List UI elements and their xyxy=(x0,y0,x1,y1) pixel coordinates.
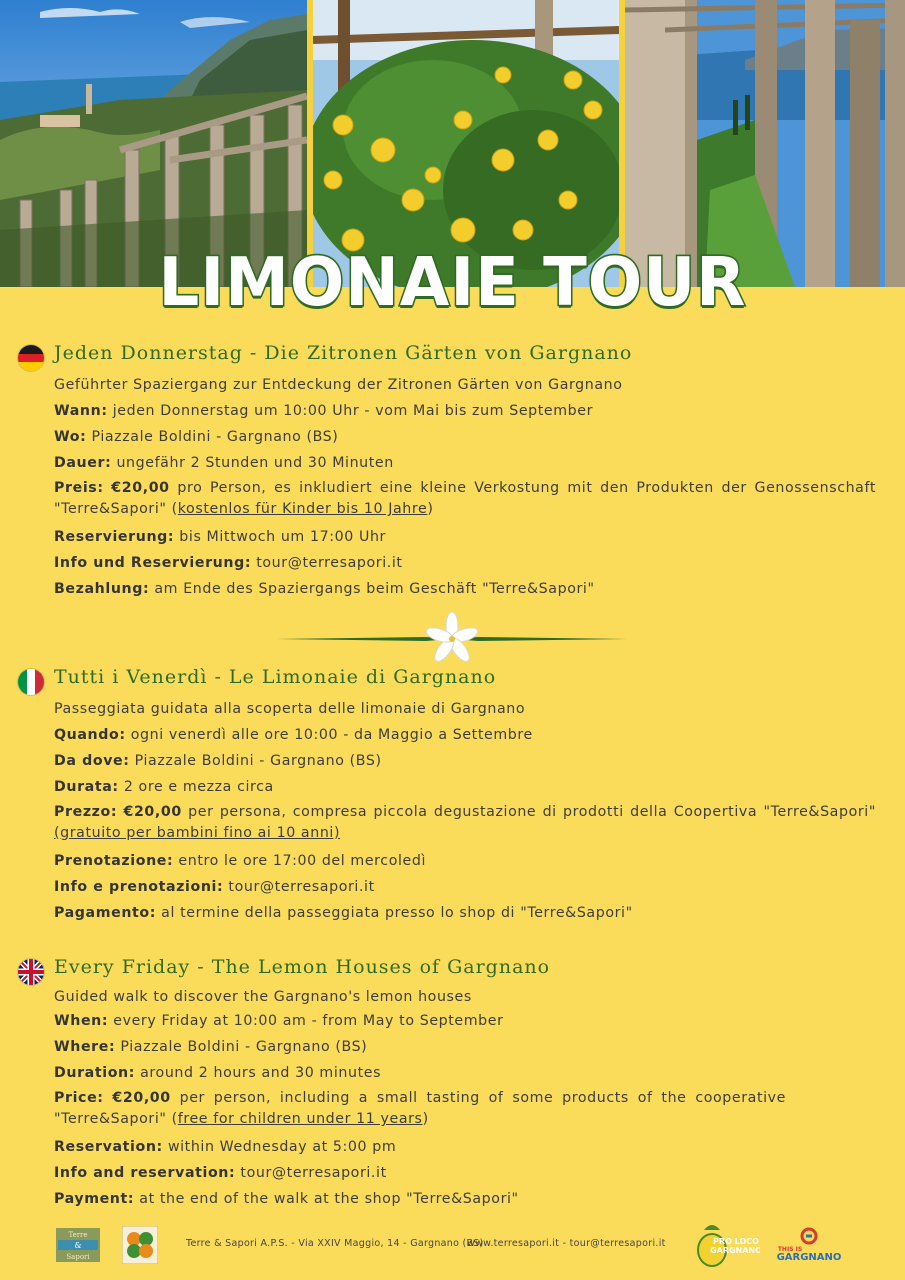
cooperative-logo xyxy=(122,1226,158,1264)
price-row: Price: €20,00 per person, including a small tasting of some products of the cooperative "Terre&Sapori" (free for children under 11 years) xyxy=(54,1090,786,1127)
this-is-gargnano-logo xyxy=(776,1226,842,1266)
svg-text:GARGNANO: GARGNANO xyxy=(710,1246,760,1255)
uk-flag-icon xyxy=(18,959,44,985)
footer-contacts[interactable]: www.terresapori.it - tour@terresapori.it xyxy=(467,1238,666,1249)
section-title: Tutti i Venerdì - Le Limonaie di Gargnano xyxy=(54,666,497,688)
email-link[interactable]: tour@terresapori.it xyxy=(228,879,375,895)
payment-row: Pagamento: al termine della passeggiata presso lo shop di "Terre&Sapori" xyxy=(54,905,633,921)
when-row: When: every Friday at 10:00 am - from May to September xyxy=(54,1013,504,1029)
section-german xyxy=(0,342,905,602)
duration-row: Durata: 2 ore e mezza circa xyxy=(54,779,274,795)
svg-text:THIS IS: THIS IS xyxy=(777,1246,803,1253)
svg-text:PRO LOCO: PRO LOCO xyxy=(713,1237,759,1246)
info-row: Info and reservation: tour@terresapori.it xyxy=(54,1165,387,1181)
duration-row: Dauer: ungefähr 2 Stunden und 30 Minuten xyxy=(54,455,394,471)
price-row: Preis: €20,00 pro Person, es inkludiert eine kleine Verkostung mit den Produkten der Genossenschaft "Terre&Sapori" (kostenlos für Kinder bis 10 Jahre) xyxy=(54,480,876,517)
info-row: Info e prenotazioni: tour@terresapori.it xyxy=(54,879,375,895)
section-title: Jeden Donnerstag - Die Zitronen Gärten von Gargnano xyxy=(54,342,633,364)
section-title: Every Friday - The Lemon Houses of Gargnano xyxy=(54,956,551,978)
svg-text:&: & xyxy=(74,1241,82,1250)
page-title: LIMONAIE TOUR xyxy=(158,244,747,322)
duration-row: Duration: around 2 hours and 30 minutes xyxy=(54,1065,382,1081)
reservation-row: Prenotazione: entro le ore 17:00 del mercoledì xyxy=(54,853,426,869)
intro-text: Passeggiata guidata alla scoperta delle limonaie di Gargnano xyxy=(54,701,526,717)
germany-flag-icon xyxy=(18,345,44,371)
where-row: Where: Piazzale Boldini - Gargnano (BS) xyxy=(54,1039,368,1055)
where-row: Da dove: Piazzale Boldini - Gargnano (BS) xyxy=(54,753,382,769)
reservation-row: Reservierung: bis Mittwoch um 17:00 Uhr xyxy=(54,529,386,545)
pro-loco-gargnano-logo xyxy=(694,1220,760,1270)
payment-row: Payment: at the end of the walk at the shop "Terre&Sapori" xyxy=(54,1191,519,1207)
email-link[interactable]: tour@terresapori.it xyxy=(256,555,403,571)
italy-flag-icon xyxy=(18,669,44,695)
footer-address: Terre & Sapori A.P.S. - Via XXIV Maggio, 14 - Gargnano (BS) xyxy=(186,1238,484,1249)
when-row: Wann: jeden Donnerstag um 10:00 Uhr - vom Mai bis zum September xyxy=(54,403,594,419)
section-italian xyxy=(0,666,905,926)
email-link[interactable]: tour@terresapori.it xyxy=(240,1165,387,1181)
payment-row: Bezahlung: am Ende des Spaziergangs beim Geschäft "Terre&Sapori" xyxy=(54,581,595,597)
svg-text:GARGNANO: GARGNANO xyxy=(776,1252,842,1263)
price-row: Prezzo: €20,00 per persona, compresa piccola degustazione di prodotti della Coopertiva "Terre&Sapori"(gratuito per bambini fino ai 10 anni) xyxy=(54,804,876,841)
reservation-row: Reservation: within Wednesday at 5:00 pm xyxy=(54,1139,397,1155)
lemon-blossom-divider xyxy=(276,612,628,668)
footer xyxy=(0,1218,905,1274)
terre-sapori-logo xyxy=(56,1228,100,1262)
svg-text:Sapori: Sapori xyxy=(66,1253,90,1261)
info-row: Info und Reservierung: tour@terresapori.it xyxy=(54,555,403,571)
intro-text: Guided walk to discover the Gargnano's lemon houses xyxy=(54,989,472,1005)
svg-text:Terre: Terre xyxy=(68,1231,88,1239)
where-row: Wo: Piazzale Boldini - Gargnano (BS) xyxy=(54,429,339,445)
section-english xyxy=(0,956,905,1212)
when-row: Quando: ogni venerdì alle ore 10:00 - da Maggio a Settembre xyxy=(54,727,533,743)
intro-text: Geführter Spaziergang zur Entdeckung der Zitronen Gärten von Gargnano xyxy=(54,377,623,393)
